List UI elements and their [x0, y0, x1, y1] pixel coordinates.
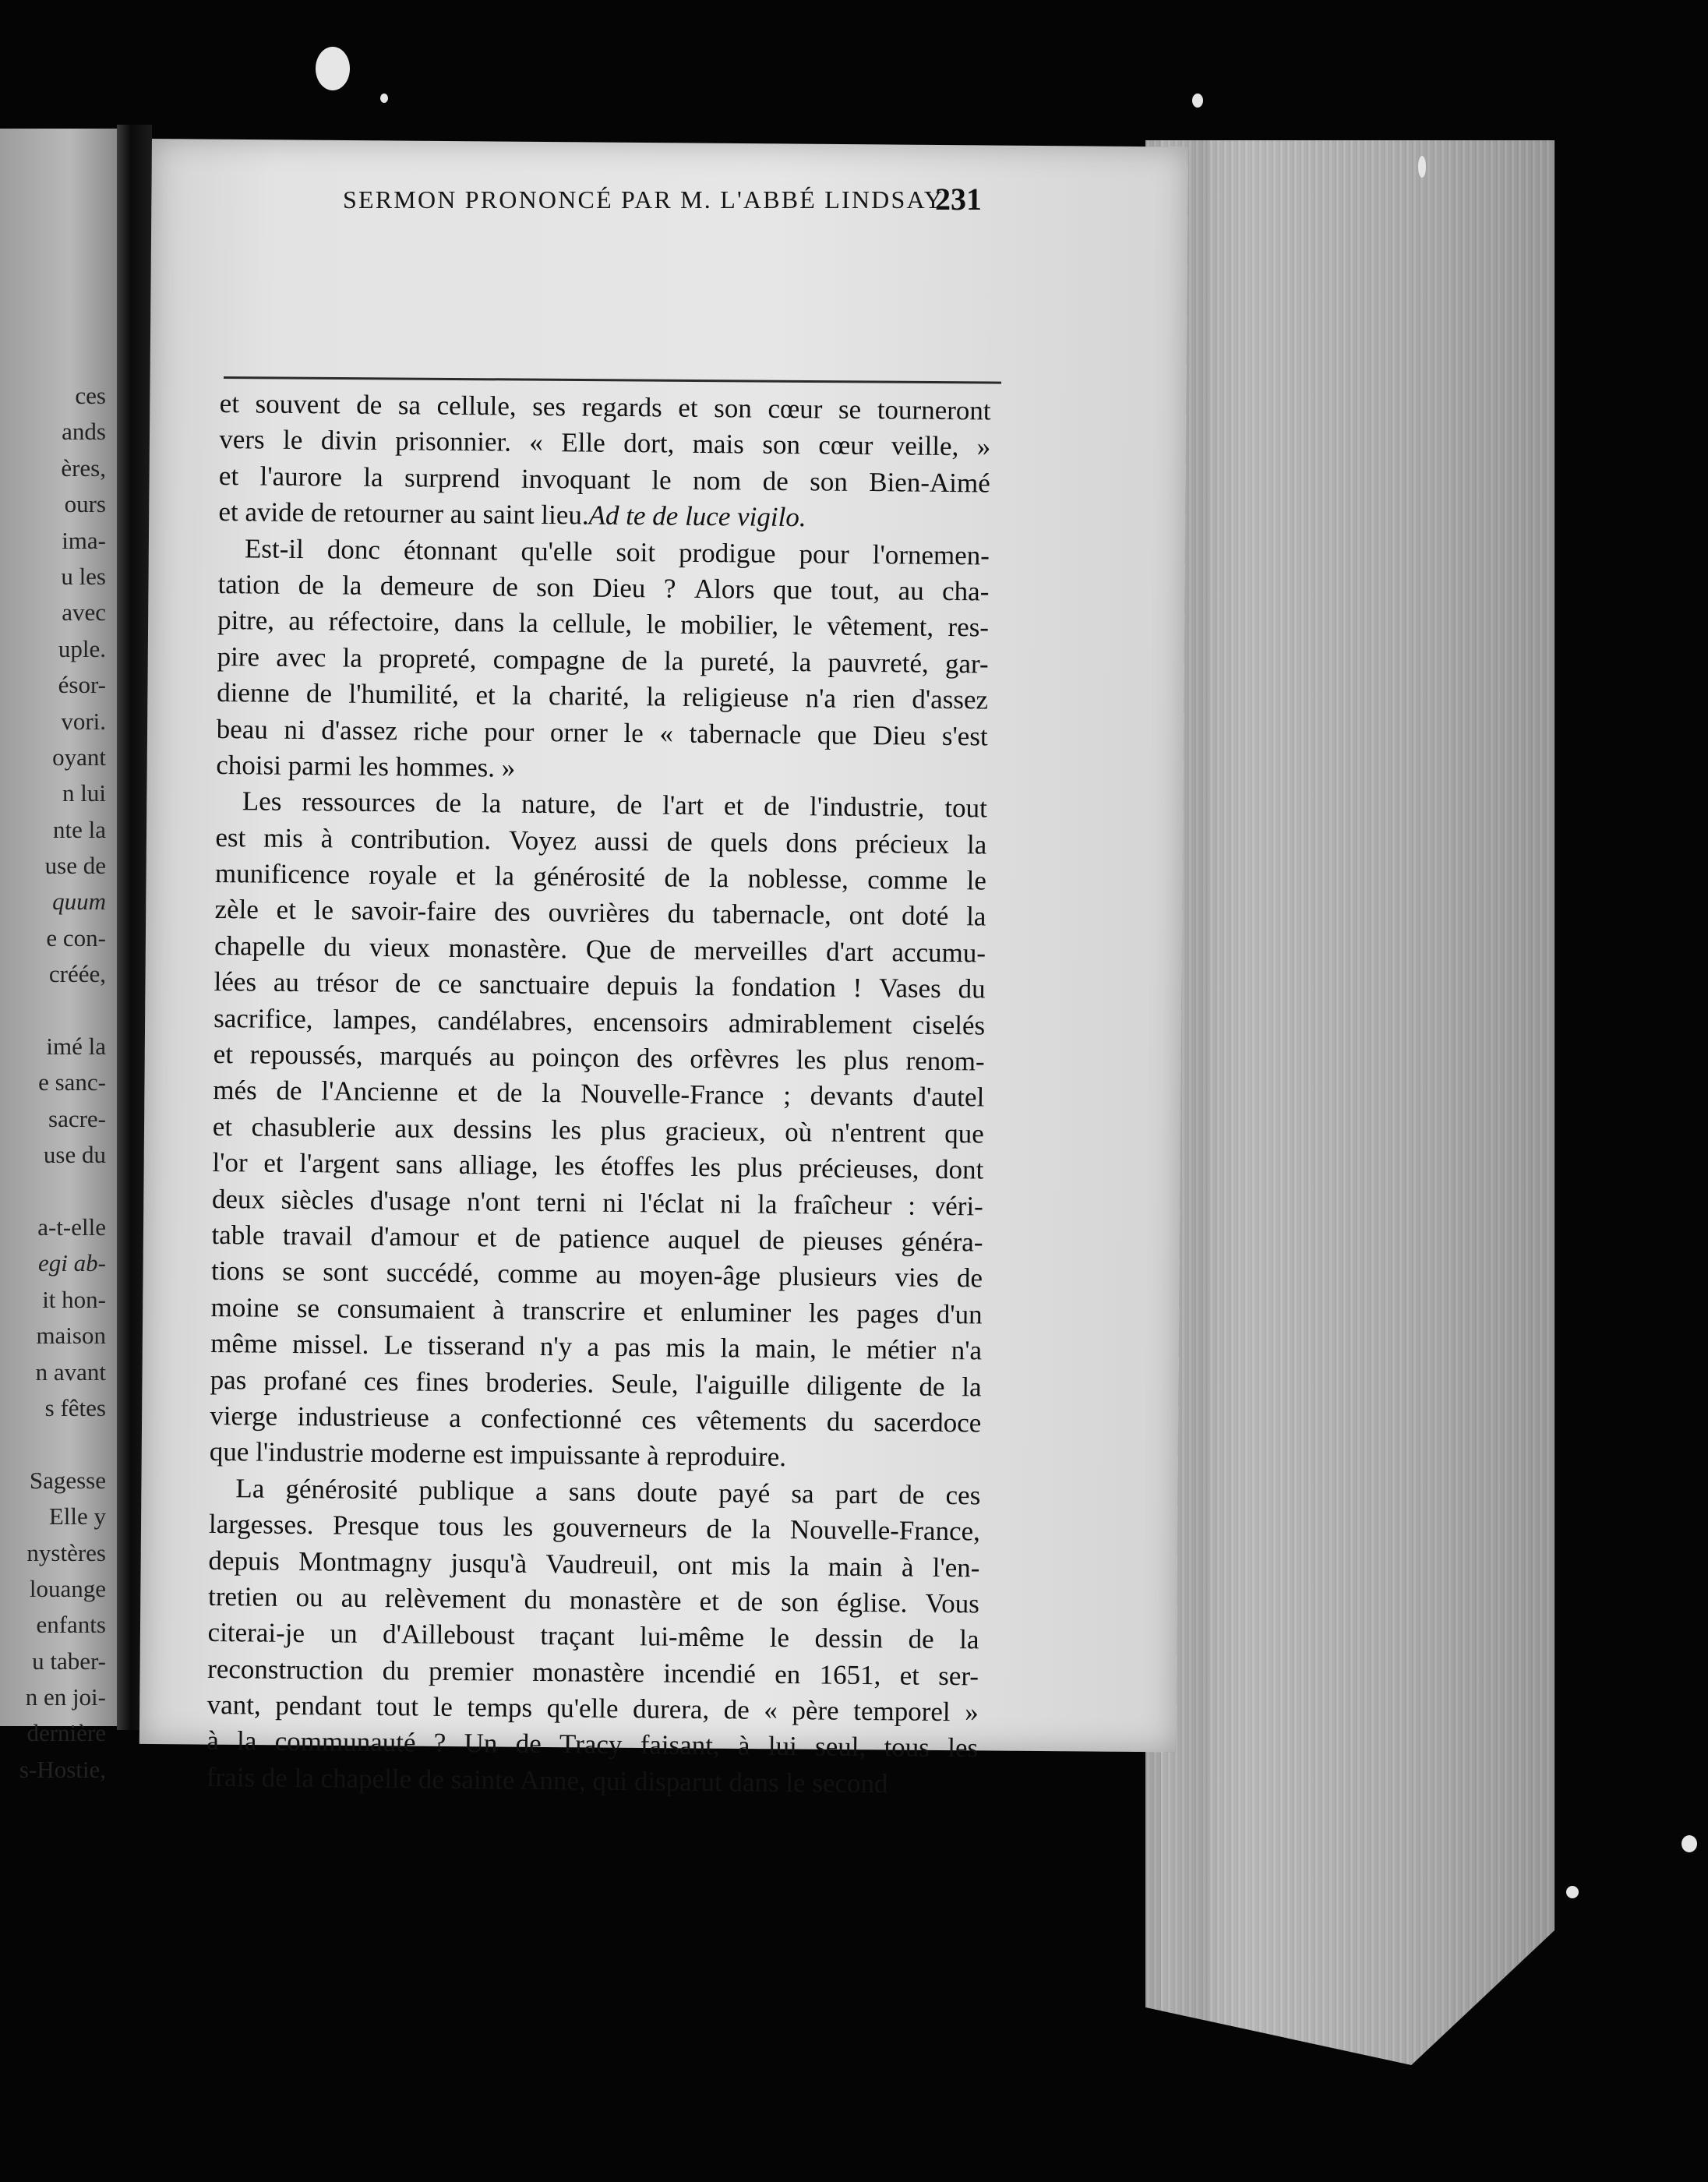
text-line: pitre, au réfectoire, dans la cellule, le mobilier, le vêtement, res- [217, 605, 990, 643]
left-fragment: louange [29, 1574, 106, 1602]
left-fragment: ères, [61, 454, 106, 482]
left-fragment: ésor- [58, 671, 106, 699]
dust-speck [1682, 1835, 1697, 1852]
text-line: Les ressources de la nature, de l'art et de l'industrie, tout [242, 786, 987, 824]
text-line: et avide de retourner au saint lieu. Ad te de luce vigilo. [218, 496, 806, 533]
left-fragment: sacre- [48, 1104, 106, 1132]
text-line: lées au trésor de ce sanctuaire depuis la fondation ! Vases du [214, 966, 986, 1004]
text-line: deux siècles d'usage n'ont terni ni l'éclat ni la fraîcheur : véri- [211, 1183, 984, 1222]
left-page-text [0, 378, 106, 1788]
dust-speck [1418, 156, 1426, 178]
text-line: tretien ou au relèvement du monastère et de son église. Vous [207, 1580, 980, 1619]
text-line: pas profané ces fines broderies. Seule, l'aiguille diligente de la [210, 1364, 982, 1402]
left-page [0, 129, 117, 1783]
text-line: chapelle du vieux monastère. Que de merveilles d'art accumu- [214, 930, 986, 969]
text-line: pire avec la propreté, compagne de la pureté, la pauvreté, gar- [217, 641, 989, 680]
page-number: 231 [935, 182, 982, 217]
text-line: depuis Montmagny jusqu'à Vaudreuil, ont mis la main à l'en- [208, 1545, 980, 1583]
text-line: vant, pendant tout le temps qu'elle durera, de « père temporel » [206, 1689, 979, 1728]
text-line: beau ni d'assez riche pour orner le « tabernacle que Dieu s'est [216, 713, 988, 751]
dust-speck [380, 94, 388, 103]
left-fragment: n en joi- [25, 1683, 106, 1711]
text-line: même missel. Le tisserand n'y a pas mis la main, le métier n'a [210, 1328, 983, 1366]
left-fragment: enfants [36, 1611, 106, 1639]
left-fragment: vori. [61, 707, 106, 735]
text-line: Est-il donc étonnant qu'elle soit prodigue pour l'ornemen- [244, 532, 990, 571]
left-fragment: ces [75, 382, 106, 409]
text-line: frais de la chapelle de sainte Anne, qui disparut dans le second [206, 1761, 888, 1799]
left-fragment: s fêtes [44, 1393, 106, 1421]
left-fragment: u taber- [32, 1647, 106, 1675]
text-line: citerai-je un d'Ailleboust traçant lui-même le dessin de la [207, 1617, 979, 1655]
text-line: dienne de l'humilité, et la charité, la religieuse n'a rien d'assez [217, 677, 989, 715]
left-fragment: e sanc- [38, 1068, 106, 1096]
text-line: més de l'Ancienne et de la Nouvelle-France ; devants d'autel [213, 1075, 985, 1113]
left-fragment: n avant [35, 1358, 106, 1386]
left-fragment [0, 1174, 106, 1209]
left-fragment: use de [44, 852, 106, 880]
left-fragment: ima- [62, 526, 106, 554]
text-line: reconstruction du premier monastère incendié en 1651, et ser- [207, 1653, 979, 1692]
text-line: sacrifice, lampes, candélabres, encensoirs admirablement ciselés [214, 1002, 986, 1041]
dust-speck [1192, 94, 1203, 108]
left-fragment: ours [64, 490, 106, 518]
left-fragment: it hon- [42, 1285, 106, 1313]
left-fragment: u les [61, 562, 106, 590]
left-fragment: Sagesse [29, 1466, 106, 1494]
text-line: tions se sont succédé, comme au moyen-âge plusieurs vies de [210, 1255, 983, 1294]
text-line: munificence royale et la générosité de la noblesse, comme le [214, 858, 987, 896]
text-line: l'or et l'argent sans alliage, les étoffes les plus précieuses, dont [212, 1147, 984, 1185]
text-line: que l'industrie moderne est impuissante à reproduire. [209, 1436, 787, 1473]
text-line: moine se consumaient à transcrire et enluminer les pages d'un [210, 1291, 983, 1330]
left-fragment: n lui [62, 779, 106, 807]
dust-speck [316, 47, 350, 90]
dust-speck [1566, 1886, 1579, 1898]
left-fragment: quum [52, 888, 106, 916]
text-line: vierge industrieuse a confectionné ces vêtements du sacerdoce [210, 1400, 982, 1439]
left-fragment: uple. [58, 634, 106, 662]
text-line: largesses. Presque tous les gouverneurs de la Nouvelle-France, [208, 1509, 981, 1547]
left-fragment: imé la [46, 1033, 106, 1061]
left-fragment: egi ab- [38, 1249, 106, 1277]
left-fragment: dernière [26, 1719, 106, 1747]
text-line: zèle et le savoir-faire des ouvrières du tabernacle, ont doté la [214, 894, 986, 932]
left-fragment: a-t-elle [37, 1213, 106, 1241]
text-line: choisi parmi les hommes. » [216, 749, 516, 783]
page-header [187, 182, 1013, 226]
page-fore-edge [1145, 140, 1554, 2065]
left-fragment: e con- [46, 923, 106, 952]
left-fragment [0, 993, 106, 1029]
text-line: et chasublerie aux dessins les plus gracieux, où n'entrent que [212, 1110, 984, 1149]
text-line: vers le divin prisonnier. « Elle dort, mais son cœur veille, » [219, 424, 991, 462]
text-line: La générosité publique a sans doute payé sa part de ces [235, 1472, 981, 1511]
text-line: et l'aurore la surprend invoquant le nom de son Bien-Aimé [218, 460, 990, 499]
left-fragment: Elle y [48, 1502, 106, 1531]
text-line: table travail d'amour et de patience auquel de pieuses généra- [211, 1219, 983, 1258]
left-fragment: s-Hostie, [19, 1755, 106, 1783]
left-fragment: nystères [26, 1538, 106, 1566]
left-fragment: créée, [48, 960, 106, 988]
text-line: à la communauté ? Un de Tracy faisant, à lui seul, tous les [206, 1725, 979, 1764]
text-line: et repoussés, marqués au poinçon des orfèvres les plus renom- [213, 1038, 985, 1077]
left-fragment: use du [43, 1141, 106, 1169]
body-text [206, 386, 991, 1803]
text-line: est mis à contribution. Voyez aussi de quels dons précieux la [215, 821, 987, 860]
text-line: et souvent de sa cellule, ses regards et son cœur se tourneront [219, 387, 991, 426]
left-fragment: nte la [53, 815, 106, 843]
running-head: SERMON PRONONCÉ PAR M. L'ABBÉ LINDSAY [343, 185, 944, 214]
left-fragment [0, 1426, 106, 1462]
left-fragment: oyant [52, 743, 106, 771]
left-fragment: avec [62, 598, 106, 627]
text-line: tation de la demeure de son Dieu ? Alors que tout, au cha- [217, 568, 990, 607]
left-fragment: maison [36, 1322, 106, 1350]
left-fragment: ands [62, 418, 106, 446]
